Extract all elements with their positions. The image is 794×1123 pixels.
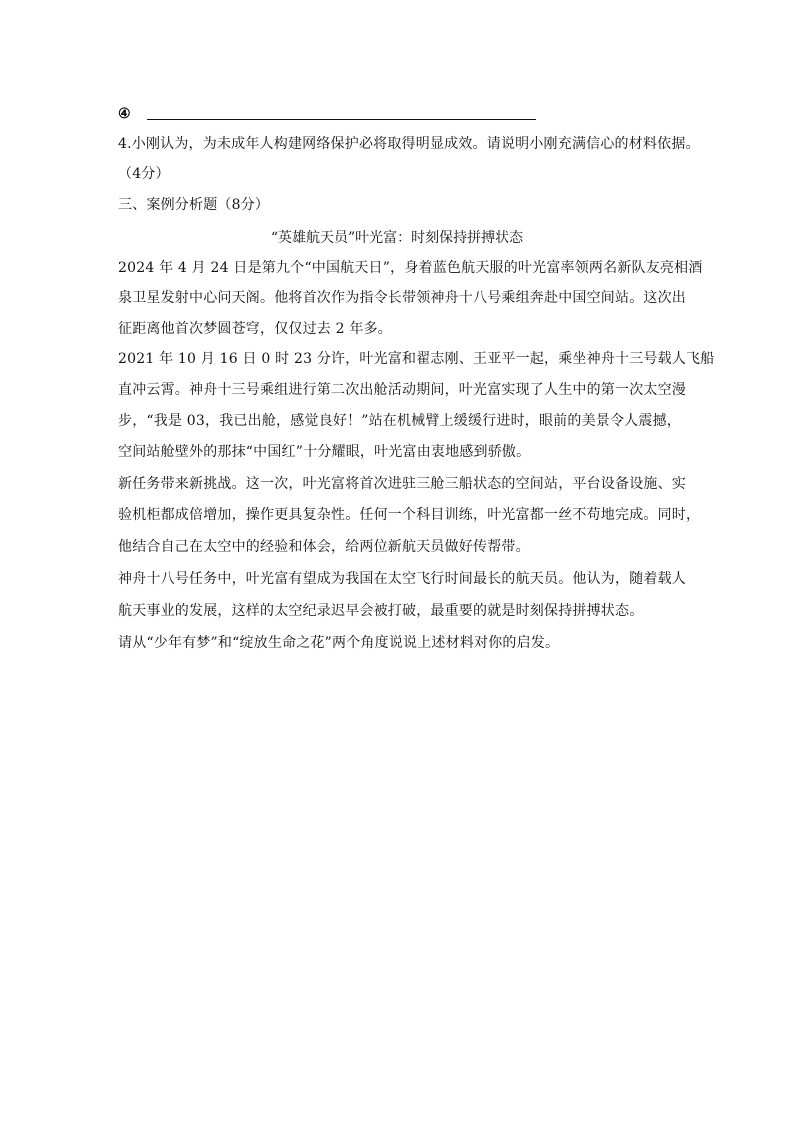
- paragraph-4-line-2: 航天事业的发展，这样的太空纪录迟早会被打破，最重要的就是时刻保持拼搏状态。: [118, 603, 644, 619]
- paragraph-3-line-2: 验机柜都成倍增加，操作更具复杂性。任何一个科目训练，叶光富都一丝不苟地完成。同时，: [118, 507, 701, 523]
- question-4-score: （4分）: [118, 166, 170, 182]
- blank-item-marker: ④: [118, 106, 131, 122]
- answer-blank-line[interactable]: [147, 119, 536, 120]
- paragraph-2-line-4: 空间站舱壁外的那抹“中国红”十分耀眼，叶光富由衷地感到骄傲。: [118, 444, 531, 460]
- question-4-text: 4.小刚认为，为未成年人构建网络保护必将取得明显成效。请说明小刚充满信心的材料依据。: [118, 136, 700, 152]
- paragraph-2-line-3: 步，“我是 03，我已出舱，感觉良好！”站在机械臂上缓缓行进时，眼前的美景令人震撼，: [118, 413, 681, 429]
- paragraph-1-line-1: 2024 年 4 月 24 日是第九个“中国航天日”，身着蓝色航天服的叶光富率领两名新队友亮相酒: [118, 260, 703, 276]
- paragraph-3-line-1: 新任务带来新挑战。这一次，叶光富将首次进驻三舱三船状态的空间站，平台设备设施、实: [118, 476, 686, 492]
- paragraph-4-line-1: 神舟十八号任务中，叶光富有望成为我国在太空飞行时间最长的航天员。他认为，随着载人: [118, 571, 686, 587]
- question-prompt: 请从“少年有梦”和“绽放生命之花”两个角度说说上述材料对你的启发。: [118, 635, 560, 651]
- article-title: “英雄航天员”叶光富：时刻保持拼搏状态: [270, 230, 524, 246]
- paragraph-1-line-3: 征距离他首次梦圆苍穹，仅仅过去 2 年多。: [118, 321, 393, 337]
- paragraph-3-line-3: 他结合自己在太空中的经验和体会，给两位新航天员做好传帮带。: [118, 539, 530, 555]
- paragraph-2-line-1: 2021 年 10 月 16 日 0 时 23 分许，叶光富和翟志刚、王亚平一起，乘坐神舟十三号载人飞船: [118, 351, 715, 367]
- paragraph-2-line-2: 直冲云霄。神舟十三号乘组进行第二次出舱活动期间，叶光富实现了人生中的第一次太空漫: [118, 382, 686, 398]
- section-3-heading: 三、案例分析题（8分）: [118, 197, 270, 213]
- paragraph-1-line-2: 泉卫星发射中心问天阁。他将首次作为指令长带领神舟十八号乘组奔赴中国空间站。这次出: [118, 290, 686, 306]
